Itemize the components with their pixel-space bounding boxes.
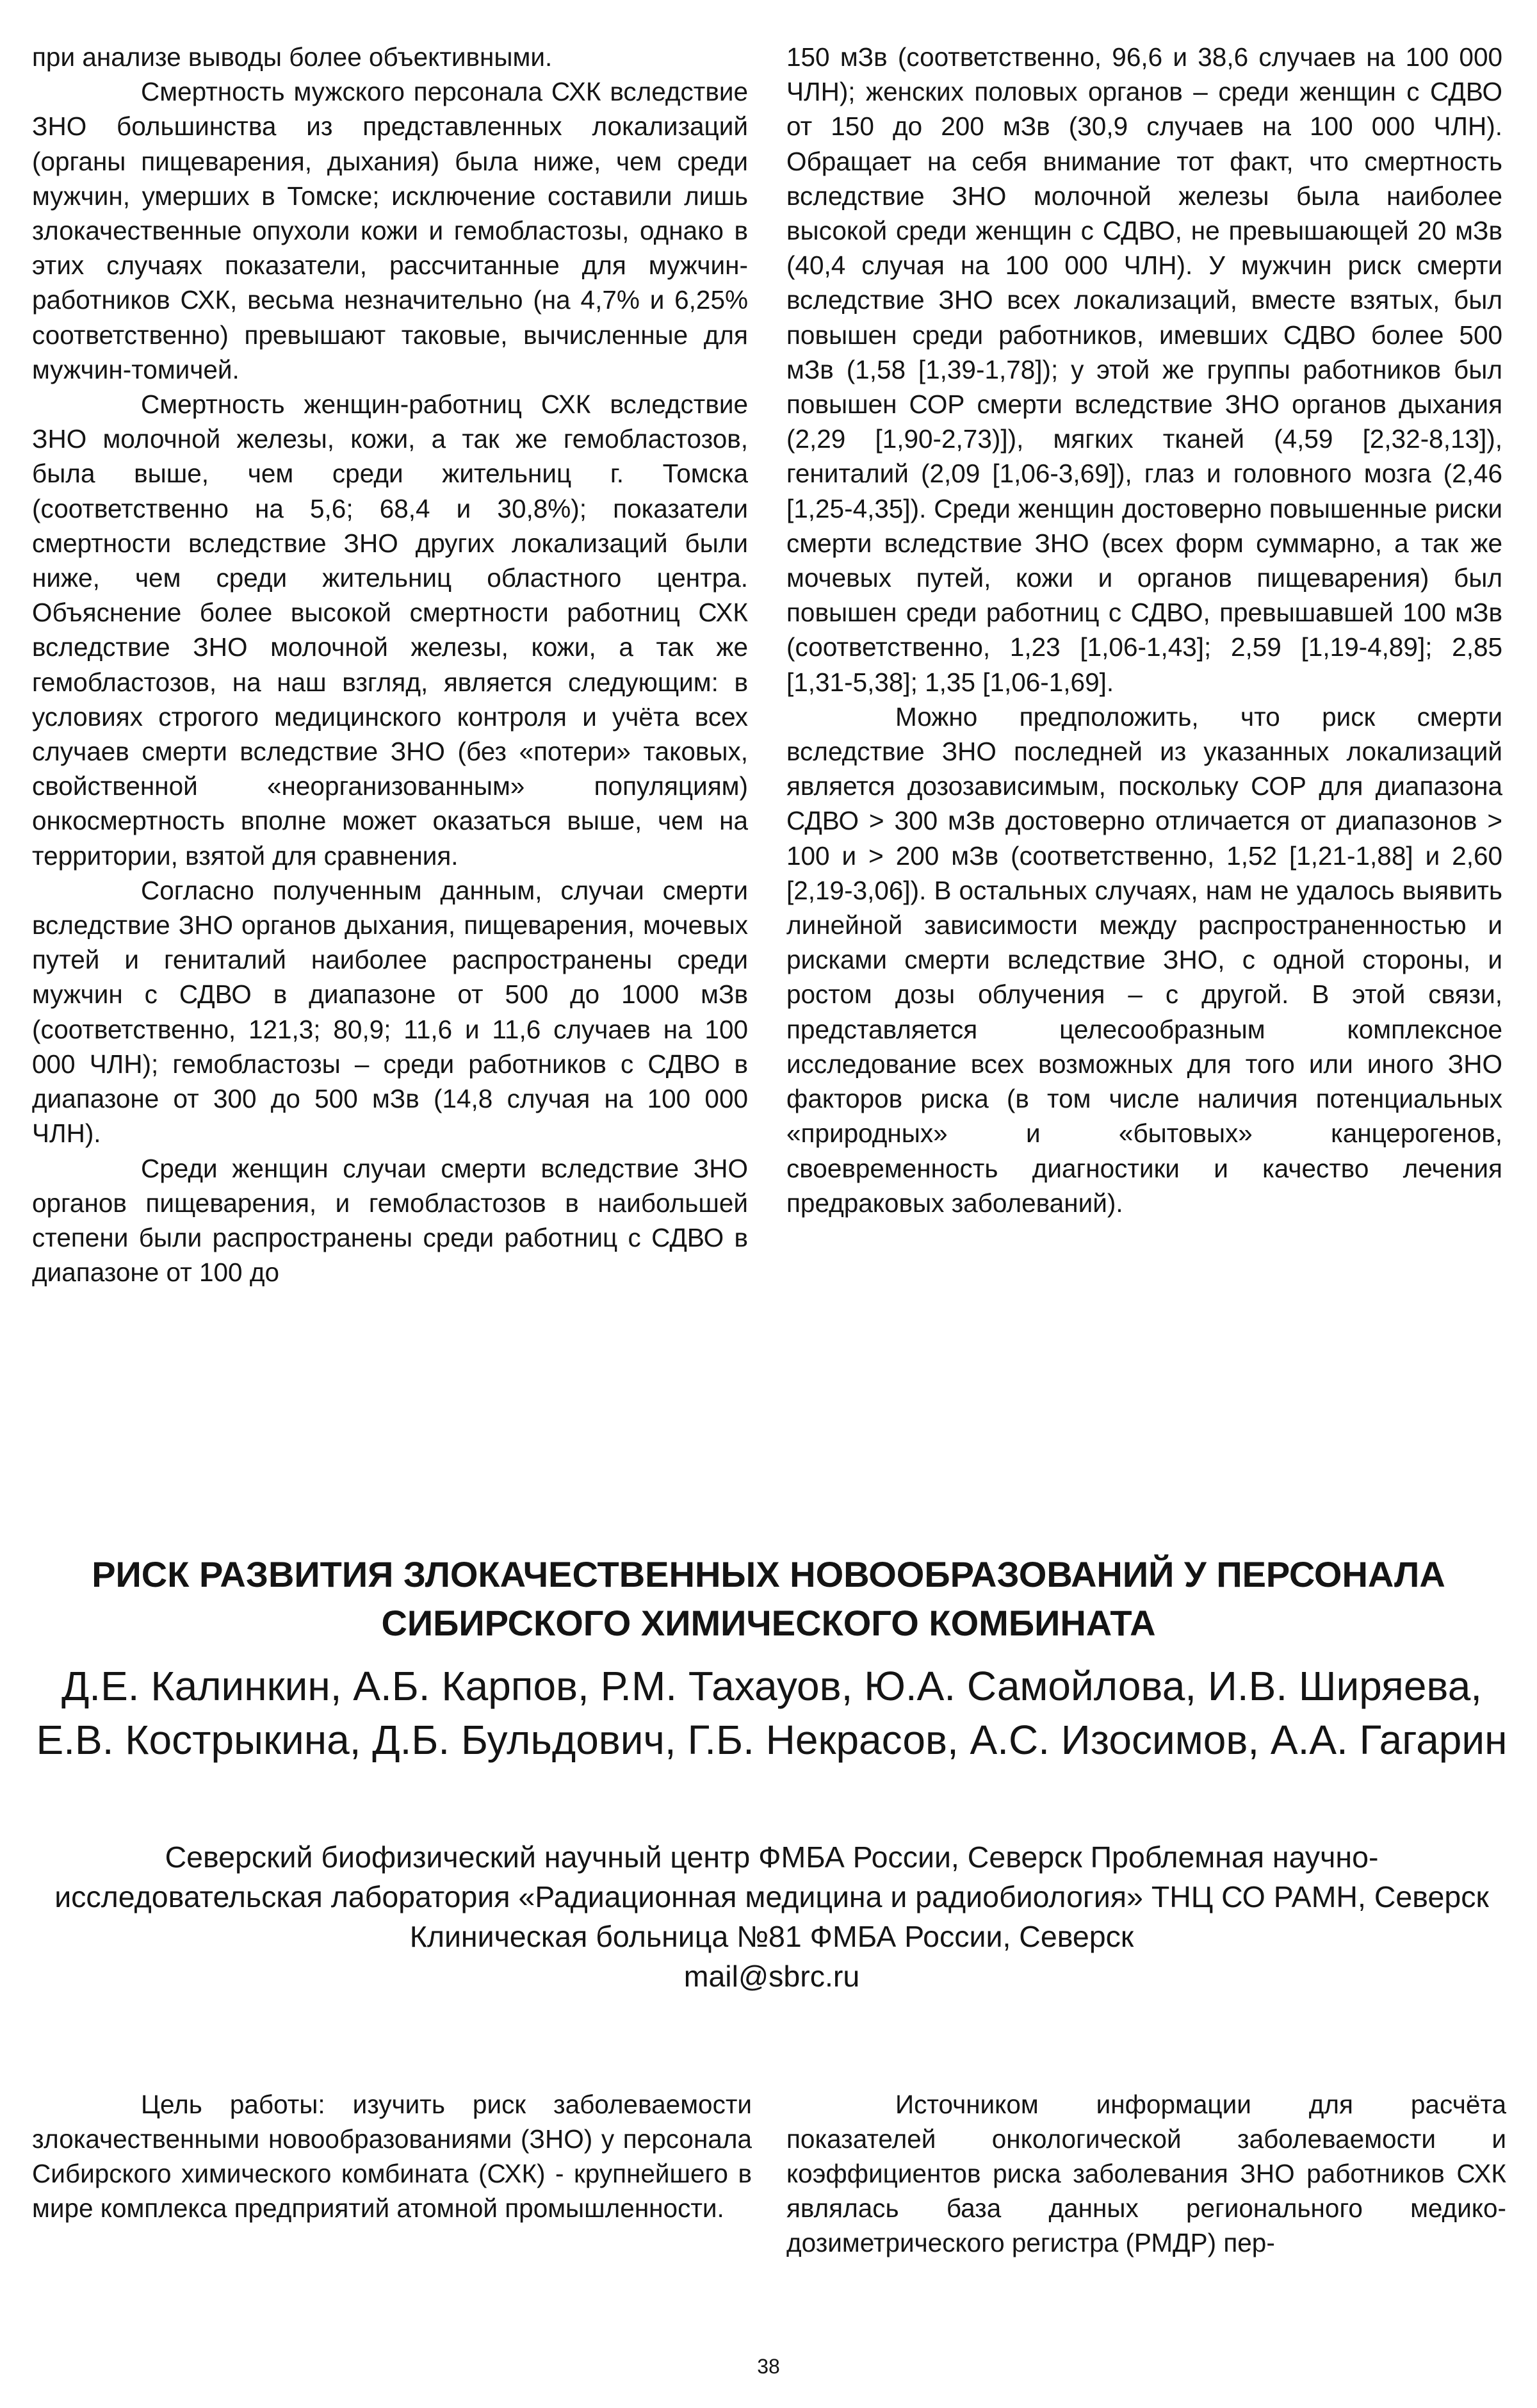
affiliation-text: Северский биофизический научный центр ФМБА России, Северск Проблемная научно-исследовательская лаборатория «Радиационная медицина и радиобиология» ТНЦ СО РАМН, Северск Клиническая больница №81 ФМБА России, Северск <box>54 1840 1489 1953</box>
author-list: Д.Е. Калинкин, А.Б. Карпов, Р.М. Тахауов, Ю.А. Самойлова, И.В. Ширяева, Е.В. Кострыкина, Д.Б. Бульдович, Г.Б. Некрасов, А.С. Изосимов, А.А. Гагарин <box>36 1663 1508 1763</box>
page-number: 38 <box>757 2355 780 2378</box>
article-title <box>26 1550 1511 1648</box>
abstract-left-column <box>32 2087 752 2225</box>
paragraph: Смертность женщин-работниц СХК вследствие ЗНО молочной железы, кожи, а так же гемобластозов, была выше, чем среди жительниц г. Томска (соответственно на 5,6; 68,4 и 30,8%); показатели смертности вследствие ЗНО других локализаций были ниже, чем среди жительниц областного центра. Объяснение более высокой смертности работниц СХК вследствие ЗНО молочной железы, кожи, а так же гемобластозов, на наш взгляд, является следующим: в условиях строгого медицинского контроля и учёта всех случаев смерти вследствие ЗНО (без «потери» таковых, свойственной «неорганизованным» популяциям) онкосмертность вполне может оказаться выше, чем на территории, взятой для сравнения. <box>32 389 748 871</box>
title-line: СИБИРСКОГО ХИМИЧЕСКОГО КОМБИНАТА <box>381 1603 1156 1643</box>
paragraph: Согласно полученным данным, случаи смерти вследствие ЗНО органов дыхания, пищеварения, мочевых путей и гениталий наиболее распространены среди мужчин с СДВО в диапазоне от 500 до 1000 мЗв (соответственно, 121,3; 80,9; 11,6 и 11,6 случаев на 100 000 ЧЛН); гемобластозы – среди работников с СДВО в диапазоне от 300 до 500 мЗв (14,8 случая на 100 000 ЧЛН). <box>32 875 748 1149</box>
right-column <box>786 40 1502 1220</box>
paragraph: Среди женщин случаи смерти вследствие ЗНО органов пищеварения, и гемобластозов в наибольшей степени были распространены среди работниц с СДВО в диапазоне от 100 до <box>32 1153 748 1288</box>
paragraph: Цель работы: изучить риск заболеваемости злокачественными новообразованиями (ЗНО) у персонала Сибирского химического комбината (СХК) - крупнейшего в мире комплекса предприятий атомной промышленности. <box>32 2090 752 2223</box>
paragraph: Источником информации для расчёта показателей онкологической заболеваемости и коэффициентов риска заболевания ЗНО работников СХК являлась база данных регионального медико-дозиметрического регистра (РМДР) пер- <box>786 2090 1506 2257</box>
paragraph: 150 мЗв (соответственно, 96,6 и 38,6 случаев на 100 000 ЧЛН); женских половых органов – среди женщин с СДВО от 150 до 200 мЗв (30,9 случаев на 100 000 ЧЛН). Обращает на себя внимание тот факт, что смертность вследствие ЗНО молочной железы была наиболее высокой среди женщин с СДВО, не превышающей 20 мЗв (40,4 случая на 100 000 ЧЛН). У мужчин риск смерти вследствие ЗНО всех локализаций, вместе взятых, был повышен среди работников, имевших СДВО более 500 мЗв (1,58 [1,39-1,78]); у этой же группы работников был повышен СОР смерти вследствие ЗНО органов дыхания (2,29 [1,90-2,73)]), мягких тканей (4,59 [2,32-8,13]), гениталий (2,09 [1,06-3,69]), глаз и головного мозга (2,46 [1,25-4,35]). Среди женщин достоверно повышенные риски смерти вследствие ЗНО (всех форм суммарно, а так же мочевых путей, кожи и органов пищеварения) был повышен среди работниц с СДВО, превышавшей 100 мЗв (соответственно, 1,23 [1,06-1,43]; 2,59 [1,19-4,89]; 2,85 [1,31-5,38]; 1,35 [1,06-1,69]. <box>786 42 1502 697</box>
paragraph: Смертность мужского персонала СХК вследствие ЗНО большинства из представленных локализаций (органы пищеварения, дыхания) была ниже, чем среди мужчин, умерших в Томске; исключение составили лишь злокачественные опухоли кожи и гемобластозы, однако в этих случаях показатели, рассчитанные для мужчин-работников СХК, весьма незначительно (на 4,7% и 6,25% соответственно) превышают таковые, вычисленные для мужчин-томичей. <box>32 77 748 384</box>
title-line: РИСК РАЗВИТИЯ ЗЛОКАЧЕСТВЕННЫХ НОВООБРАЗОВАНИЙ У ПЕРСОНАЛА <box>92 1554 1445 1594</box>
left-column <box>32 40 748 1290</box>
paragraph: при анализе выводы более объективными. <box>32 42 553 72</box>
email-link[interactable]: mail@sbrc.ru <box>683 1960 860 1993</box>
paragraph: Можно предположить, что риск смерти вследствие ЗНО последней из указанных локализаций является дозозависимым, поскольку СОР для диапазона СДВО > 300 мЗв достоверно отличается от диапазонов > 100 и > 200 мЗв (соответственно, 1,52 [1,21-1,88] и 2,60 [2,19-3,06]). В остальных случаях, нам не удалось выявить линейной зависимости между распространенностью и рисками смерти вследствие ЗНО, с одной стороны, и ростом дозы облучения – с другой. В этой связи, представляется целесообразным комплексное исследование всех возможных для того или иного ЗНО факторов риска (в том числе наличия потенциальных «природных» и «бытовых» канцерогенов, своевременность диагностики и качество лечения предраковых заболеваний). <box>786 701 1502 1218</box>
abstract-right-column <box>786 2087 1506 2260</box>
affiliation <box>38 1837 1505 1996</box>
